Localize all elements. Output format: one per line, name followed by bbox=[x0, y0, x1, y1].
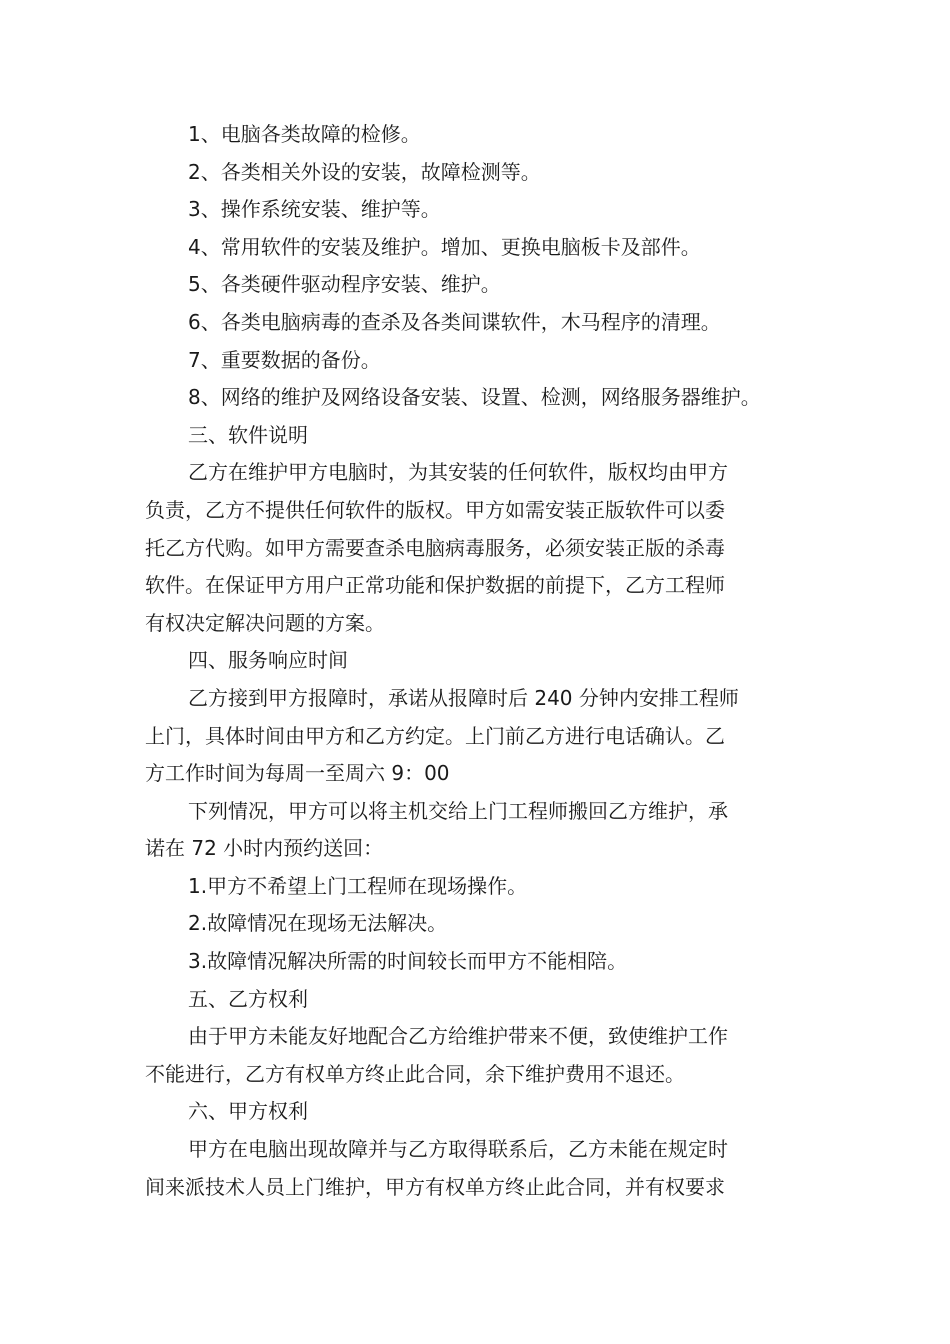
service-item-6: 6、各类电脑病毒的查杀及各类间谍软件，木马程序的清理。 bbox=[188, 309, 721, 334]
document-body bbox=[145, 116, 825, 1206]
section5-line-2: 不能进行，乙方有权单方终止此合同，余下维护费用不退还。 bbox=[145, 1061, 685, 1086]
section4-case-1: 1.甲方不希望上门工程师在现场操作。 bbox=[188, 873, 528, 898]
service-item-3: 3、操作系统安装、维护等。 bbox=[188, 197, 441, 222]
section4-p2-line-2: 诺在 72 小时内预约送回： bbox=[145, 836, 384, 861]
section5-line-1: 由于甲方未能友好地配合乙方给维护带来不便，致使维护工作 bbox=[188, 1024, 728, 1049]
section3-line-1: 乙方在维护甲方电脑时，为其安装的任何软件，版权均由甲方 bbox=[188, 460, 728, 485]
section5-paragraph bbox=[145, 1018, 825, 1093]
section3-heading: 三、软件说明 bbox=[188, 422, 308, 447]
section4-p1-line-2: 上门，具体时间由甲方和乙方约定。上门前乙方进行电话确认。乙 bbox=[145, 723, 725, 748]
section4-paragraph-1 bbox=[145, 680, 825, 793]
section6-line-1: 甲方在电脑出现故障并与乙方取得联系后，乙方未能在规定时 bbox=[188, 1137, 728, 1162]
service-item-4: 4、常用软件的安装及维护。增加、更换电脑板卡及部件。 bbox=[188, 234, 701, 259]
section5-heading: 五、乙方权利 bbox=[188, 986, 308, 1011]
service-item-8: 8、网络的维护及网络设备安装、设置、检测，网络服务器维护。 bbox=[188, 385, 761, 410]
service-item-2: 2、各类相关外设的安装，故障检测等。 bbox=[188, 159, 541, 184]
section6-line-2: 间来派技术人员上门维护，甲方有权单方终止此合同，并有权要求 bbox=[145, 1174, 725, 1199]
section4-paragraph-2 bbox=[145, 793, 825, 868]
section4-heading: 四、服务响应时间 bbox=[188, 648, 348, 673]
service-item-5: 5、各类硬件驱动程序安装、维护。 bbox=[188, 272, 501, 297]
section3-line-5: 有权决定解决问题的方案。 bbox=[145, 610, 385, 635]
section4-case-3: 3.故障情况解决所需的时间较长而甲方不能相陪。 bbox=[188, 949, 628, 974]
section3-paragraph bbox=[145, 454, 825, 642]
section4-p1-line-1: 乙方接到甲方报障时，承诺从报障时后 240 分钟内安排工程师 bbox=[188, 685, 739, 710]
section3-line-3: 托乙方代购。如甲方需要查杀电脑病毒服务，必须安装正版的杀毒 bbox=[145, 535, 725, 560]
section6-heading: 六、甲方权利 bbox=[188, 1099, 308, 1124]
section6-paragraph bbox=[145, 1131, 825, 1206]
service-item-7: 7、重要数据的备份。 bbox=[188, 347, 381, 372]
section3-line-4: 软件。在保证甲方用户正常功能和保护数据的前提下，乙方工程师 bbox=[145, 573, 725, 598]
section4-p2-line-1: 下列情况，甲方可以将主机交给上门工程师搬回乙方维护，承 bbox=[188, 798, 728, 823]
section4-case-2: 2.故障情况在现场无法解决。 bbox=[188, 911, 448, 936]
section3-line-2: 负责，乙方不提供任何软件的版权。甲方如需安装正版软件可以委 bbox=[145, 497, 725, 522]
section4-cases-list bbox=[145, 868, 825, 981]
service-items-list bbox=[145, 116, 825, 417]
section4-p1-line-3: 方工作时间为每周一至周六 9：00 bbox=[145, 761, 450, 786]
service-item-1: 1、电脑各类故障的检修。 bbox=[188, 122, 421, 146]
